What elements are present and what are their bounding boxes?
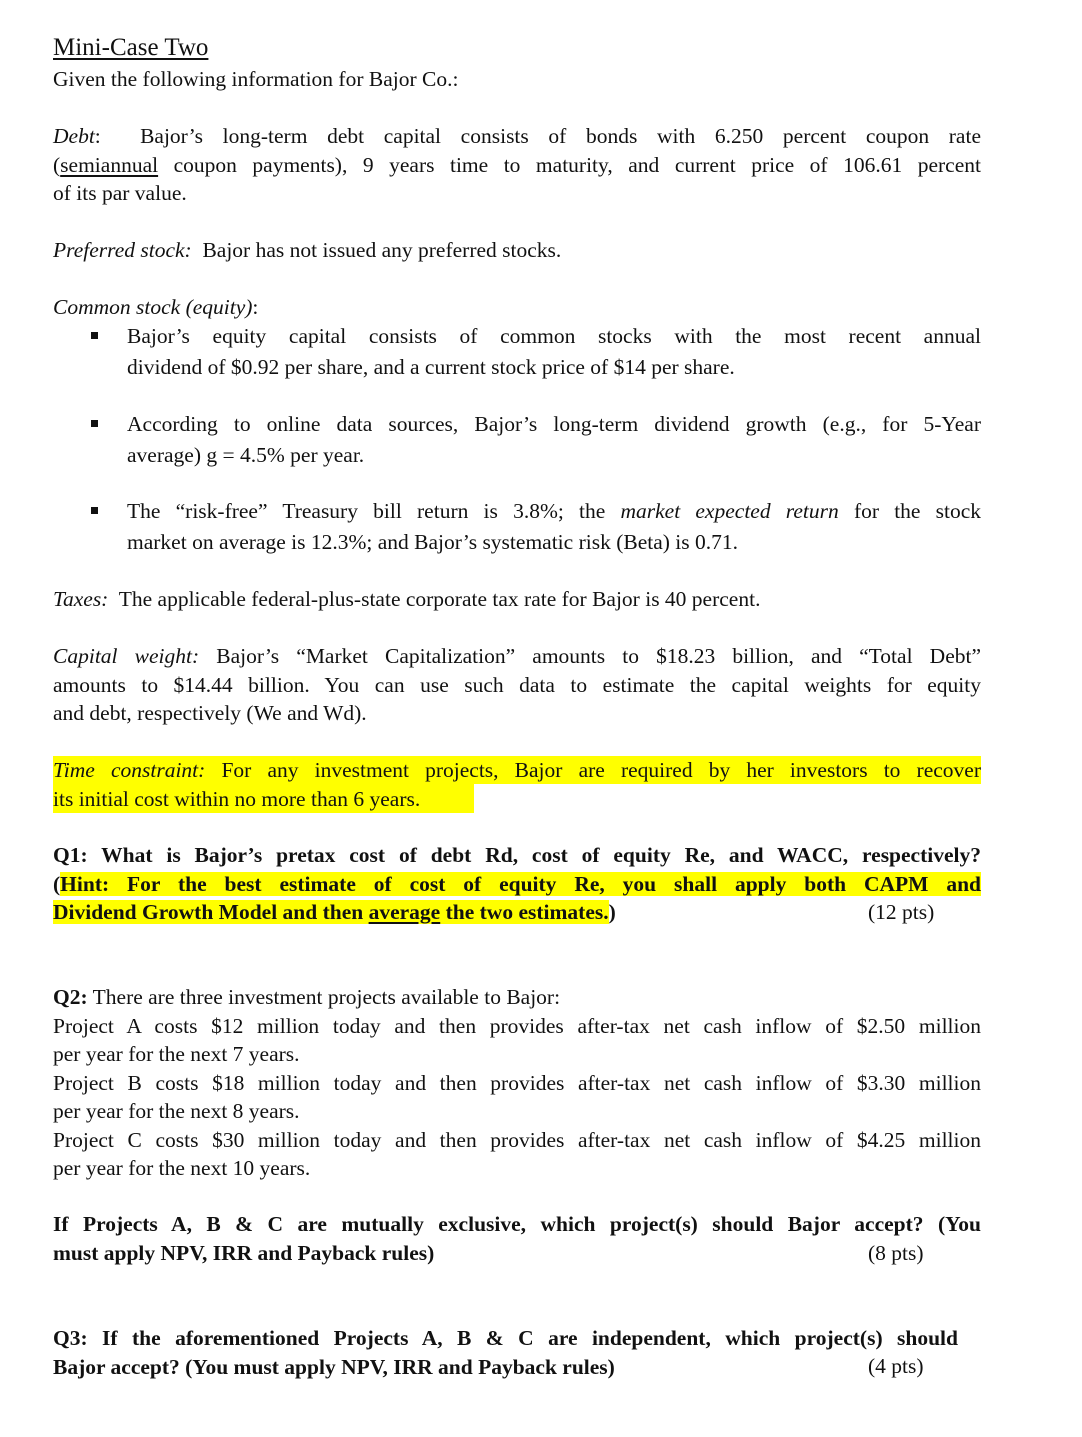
time-constraint-section: Time constraint: For any investment projects, Bajor are required by her investors to recover its initial cost within no more than 6 years. bbox=[53, 756, 981, 813]
time-constraint-label: Time constraint: bbox=[53, 758, 206, 782]
q3-points: (4 pts) bbox=[868, 1354, 924, 1378]
semiannual-term: semiannual bbox=[60, 152, 159, 177]
debt-line-1: Debt: Bajor’s long-term debt capital consists of bonds with 6.250 percent coupon rate bbox=[53, 124, 981, 148]
q1-question: Q1: What is Bajor’s pretax cost of debt Rd, cost of equity Re, and WACC, respectively? bbox=[53, 843, 981, 867]
capital-weight-label: Capital weight: bbox=[53, 644, 200, 668]
q1-points: (12 pts) bbox=[868, 900, 935, 924]
q2-question: If Projects A, B & C are mutually exclusive, which project(s) should Bajor accept? (You must apply NPV, IRR and Payback rules) bbox=[53, 1212, 981, 1265]
debt-line-2: (semiannual coupon payments), 9 years time to maturity, and current price of 106.61 percent bbox=[53, 152, 981, 177]
project-b: Project B costs $18 million today and then provides after-tax net cash inflow of $3.30 million bbox=[53, 1070, 981, 1095]
debt-label: Debt bbox=[53, 124, 95, 148]
debt-line-3: of its par value. bbox=[53, 181, 187, 205]
preferred-section: Preferred stock: Bajor has not issued any preferred stocks. bbox=[53, 238, 562, 262]
average-term: average bbox=[368, 900, 441, 924]
page-title: Mini-Case Two bbox=[53, 34, 209, 61]
taxes-section: Taxes: The applicable federal-plus-state corporate tax rate for Bajor is 40 percent. bbox=[53, 587, 761, 611]
project-a: Project A costs $12 million today and then provides after-tax net cash inflow of $2.50 million bbox=[53, 1013, 981, 1038]
q2-points: (8 pts) bbox=[868, 1241, 924, 1265]
question-1: Q1: What is Bajor’s pretax cost of debt Rd, cost of equity Re, and WACC, respectively? (Hint: For the best estimate of cost of equity Re, you shall apply both CAPM and Dividend Growth Model and then average the two estimates.) bbox=[53, 843, 981, 924]
taxes-label: Taxes: bbox=[53, 587, 109, 611]
project-c: Project C costs $30 million today and then provides after-tax net cash inflow of $4.25 million bbox=[53, 1127, 981, 1152]
common-bullet-3: The “risk-free” Treasury bill return is 3.8%; the market expected return for the stock market on average is 12.3%; and Bajor’s systematic risk (Beta) is 0.71. bbox=[127, 499, 982, 554]
market-expected-return-term: market expected return bbox=[620, 499, 839, 523]
highlight-mask bbox=[474, 784, 981, 813]
q1-hint: Hint: For the best estimate of cost of equity Re, you shall apply both CAPM and bbox=[60, 871, 981, 896]
debt-section bbox=[53, 122, 981, 208]
preferred-label: Preferred stock: bbox=[53, 238, 192, 262]
question-2: Q2: There are three investment projects available to Bajor: Project A costs $12 million today and then provides after-tax net cash inflow of $2.50 million per year for the next 7 years. Project B costs $18 million today and then provides after-tax net cash inflow of $3.30 million per year for the next 8 years. Project C costs $30 million today and then provides after-tax net cash inflow of $4.25 million per year for the next 10 years. bbox=[53, 985, 981, 1180]
capital-weight-section: Capital weight: Bajor’s “Market Capitalization” amounts to $18.23 billion, and “Total Debt” amounts to $14.44 billion. You can use such data to estimate the capital weights for equity and debt, respectively (We and Wd). bbox=[53, 644, 982, 725]
intro-text: Given the following information for Bajor Co.: bbox=[53, 67, 459, 91]
question-3: Q3: If the aforementioned Projects A, B & C are independent, which project(s) should Bajor accept? (You must apply NPV, IRR and Payback rules) bbox=[53, 1326, 958, 1379]
common-bullet-1: Bajor’s equity capital consists of common stocks with the most recent annual dividend of $0.92 per share, and a current stock price of $14 per share. bbox=[127, 324, 981, 379]
q2-label: Q2: bbox=[53, 985, 88, 1009]
common-stock-heading: Common stock (equity): bbox=[53, 295, 259, 319]
common-bullet-2: According to online data sources, Bajor’s long-term dividend growth (e.g., for 5-Year average) g = 4.5% per year. bbox=[127, 412, 981, 467]
